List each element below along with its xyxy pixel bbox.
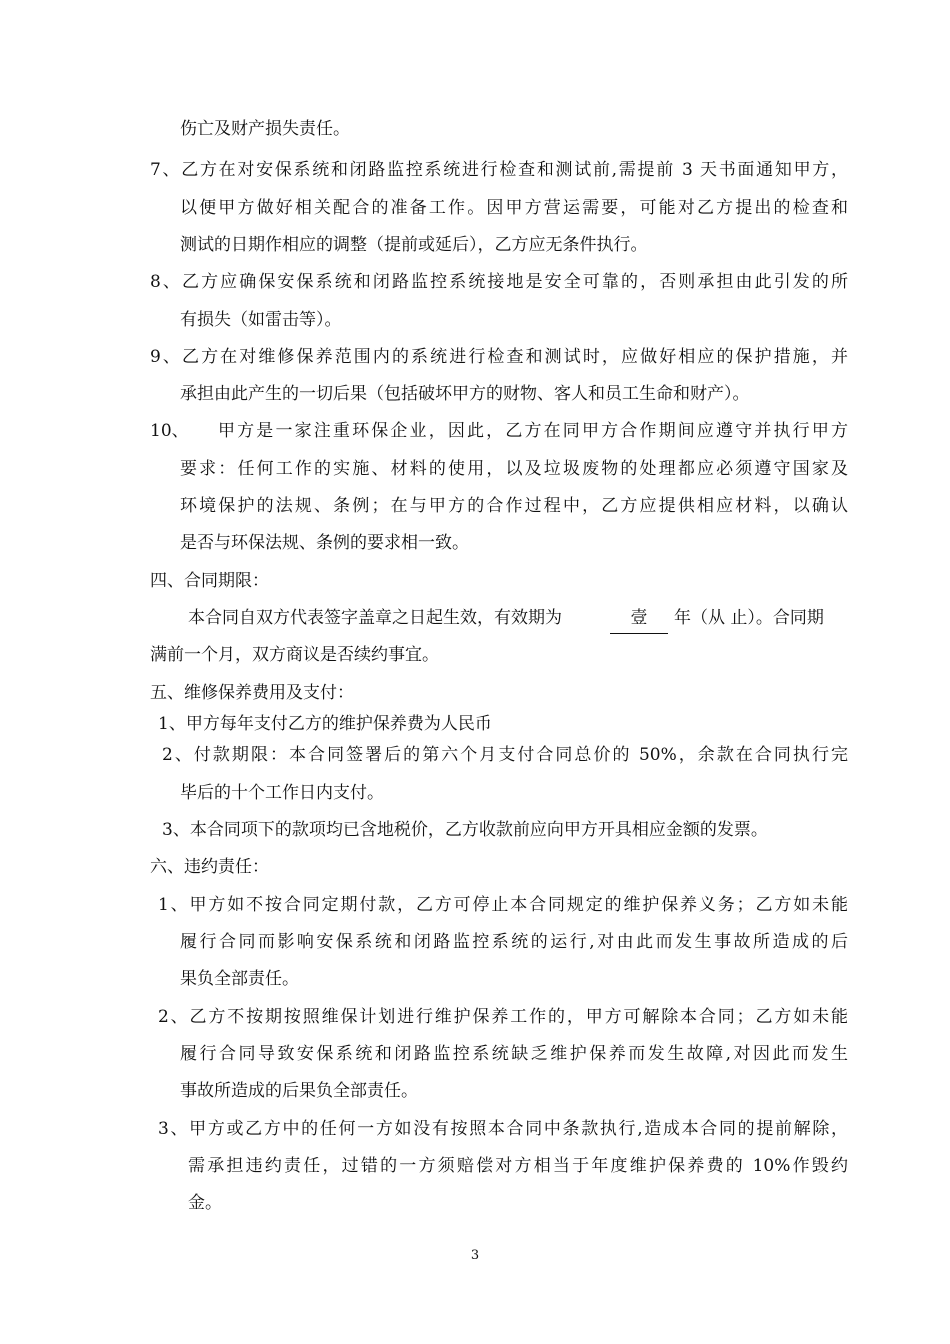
text-line: 以便甲方做好相关配合的准备工作。因甲方营运需要，可能对乙方提出的检查和 — [180, 198, 848, 218]
text-line: 本合同自双方代表签字盖章之日起生效，有效期为 — [188, 608, 562, 628]
section-heading: 五、维修保养费用及支付： — [150, 683, 354, 703]
text-line: 要求：任何工作的实施、材料的使用，以及垃圾废物的处理都应必须遵守国家及 — [180, 459, 848, 479]
text-line: 是否与环保法规、条例的要求相一致。 — [180, 533, 469, 553]
text-line: 事故所造成的后果负全部责任。 — [180, 1081, 418, 1101]
text-line: 环境保护的法规、条例；在与甲方的合作过程中，乙方应提供相应材料，以确认 — [180, 496, 848, 516]
text-line: 1、甲方如不按合同定期付款，乙方可停止本合同规定的维护保养义务；乙方如未能 — [158, 895, 848, 915]
text-line: 2、乙方不按期按照维保计划进行维护保养工作的，甲方可解除本合同；乙方如未能 — [158, 1007, 848, 1027]
section-heading: 六、违约责任： — [150, 857, 269, 877]
text-line: 履行合同而影响安保系统和闭路监控系统的运行,对由此而发生事故所造成的后 — [180, 932, 848, 952]
text-line: 金。 — [188, 1193, 222, 1213]
text-line: 测试的日期作相应的调整（提前或延后），乙方应无条件执行。 — [180, 235, 648, 255]
text-line: 承担由此产生的一切后果（包括破坏甲方的财物、客人和员工生命和财产）。 — [180, 384, 750, 404]
text-line: 9、乙方在对维修保养范围内的系统进行检查和测试时，应做好相应的保护措施，并 — [150, 347, 848, 367]
text-line: 伤亡及财产损失责任。 — [180, 119, 350, 139]
text-line: 2、付款期限：本合同签署后的第六个月支付合同总价的 50%，余款在合同执行完 — [162, 745, 848, 765]
text-line: 履行合同导致安保系统和闭路监控系统缺乏维护保养而发生故障,对因此而发生 — [180, 1044, 848, 1064]
text-line: 1、甲方每年支付乙方的维护保养费为人民币 — [158, 714, 492, 734]
text-line: 毕后的十个工作日内支付。 — [180, 783, 384, 803]
text-line: 满前一个月，双方商议是否续约事宜。 — [150, 645, 439, 665]
text-line: 年（从 止）。合同期 — [674, 608, 824, 628]
text-line: 7、乙方在对安保系统和闭路监控系统进行检查和测试前,需提前 3 天书面通知甲方， — [150, 160, 848, 180]
section-heading: 四、合同期限： — [150, 571, 269, 591]
text-line: 果负全部责任。 — [180, 969, 299, 989]
term-value: 壹 — [610, 603, 668, 634]
page-number: 3 — [470, 1248, 480, 1263]
text-line: 3、本合同项下的款项均已含地税价，乙方收款前应向甲方开具相应金额的发票。 — [162, 820, 768, 840]
item-number: 10、 — [150, 421, 189, 441]
text-line: 需承担违约责任，过错的一方须赔偿对方相当于年度维护保养费的 10%作毁约 — [188, 1156, 848, 1176]
text-line: 8、乙方应确保安保系统和闭路监控系统接地是安全可靠的，否则承担由此引发的所 — [150, 272, 848, 292]
text-line: 甲方是一家注重环保企业，因此，乙方在同甲方合作期间应遵守并执行甲方 — [218, 421, 848, 441]
text-line: 3、甲方或乙方中的任何一方如没有按照本合同中条款执行,造成本合同的提前解除， — [158, 1119, 848, 1139]
text-line: 有损失（如雷击等）。 — [180, 310, 342, 330]
